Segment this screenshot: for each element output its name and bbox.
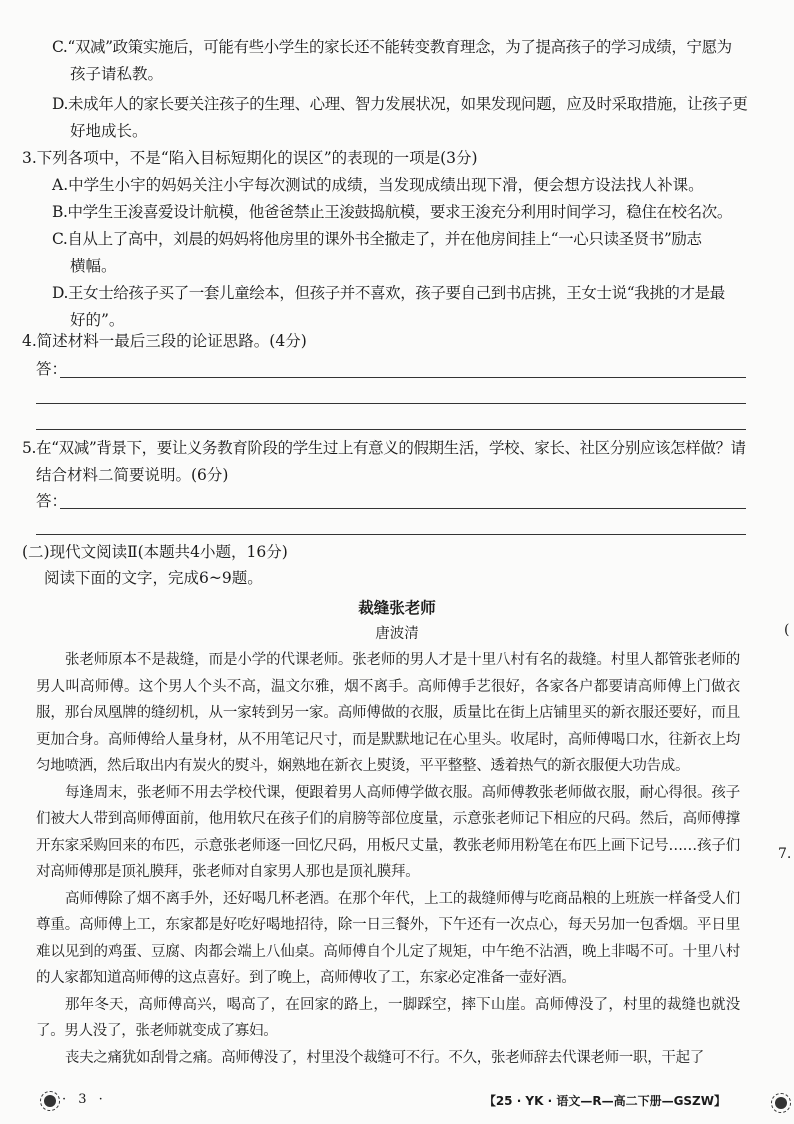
article-body [36, 647, 740, 1071]
article-title: 裁缝张老师 [358, 599, 436, 617]
q4-answer-line-3[interactable] [36, 429, 746, 430]
q3-option-c-line2: 横幅。 [70, 257, 117, 275]
q5-stem-line2: 结合材料二简要说明。(6分) [36, 466, 229, 484]
q4-answer-label: 答： [36, 360, 68, 378]
q2-option-d-line2: 好地成长。 [70, 122, 148, 140]
q2-option-c-line2: 孩子请私教。 [70, 65, 164, 83]
article-author: 唐波清 [375, 626, 419, 642]
q3-option-d-line2: 好的”。 [70, 311, 125, 329]
q2-option-d-line1: D.未成年人的家长要关注孩子的生理、心理、智力发展状况，如果发现问题，应及时采取措施，让孩子更 [52, 95, 748, 113]
article-paragraph: 每逢周末，张老师不用去学校代课，便跟着男人高师傅学做衣服。高师傅教张老师做衣服，耐心得很。孩子们被大人带到高师傅面前，他用软尺在孩子们的肩膀等部位度量，示意张老师记下相应的尺码。然后，高师傅撑开东家采购回来的布匹，示意张老师逐一回忆尺码，用板尺丈量，教张老师用粉笔在布匹上画下记号……孩子们对高师傅那是顶礼膜拜，张老师对自家男人那也是顶礼膜拜。 [36, 784, 740, 880]
q4-stem: 4.简述材料一最后三段的论证思路。(4分) [22, 332, 307, 350]
article-paragraph: 丧夫之痛犹如刮骨之痛。高师傅没了，村里没个裁缝可不行。不久，张老师辞去代课老师一职，干起了 [65, 1049, 704, 1066]
section-heading: (二)现代文阅读Ⅱ(本题共4小题，16分) [22, 543, 288, 561]
q2-option-c-line1: C.“双减”政策实施后，可能有些小学生的家长还不能转变教育理念，为了提高孩子的学习成绩，宁愿为 [52, 38, 732, 56]
section-instruction: 阅读下面的文字，完成6~9题。 [44, 569, 263, 587]
q3-option-b: B.中学生王浚喜爱设计航模，他爸爸禁止王浚鼓捣航模，要求王浚充分利用时间学习，稳住在校名次。 [52, 203, 732, 221]
q3-option-c-line1: C.自从上了高中，刘晨的妈妈将他房里的课外书全撤走了，并在他房间挂上“一心只读圣贤书”励志 [52, 230, 702, 248]
article-paragraph: 那年冬天，高师傅高兴，喝高了，在回家的路上，一脚踩空，摔下山崖。高师傅没了，村里的裁缝也就没了。男人没了，张老师就变成了寡妇。 [36, 996, 740, 1039]
q5-answer-label: 答： [36, 492, 68, 510]
sun-ornament-icon [44, 1095, 56, 1107]
q3-option-a: A.中学生小宇的妈妈关注小宇每次测试的成绩，当发现成绩出现下滑，便会想方设法找人补课。 [52, 176, 704, 194]
q4-answer-line-2[interactable] [36, 403, 746, 404]
q4-answer-line-1[interactable] [60, 377, 746, 378]
sun-ornament-icon [775, 1097, 787, 1109]
q5-answer-line-2[interactable] [36, 534, 746, 535]
q5-stem-line1: 5.在“双减”背景下，要让义务教育阶段的学生过上有意义的假期生活，学校、家长、社区分别应该怎样做？请 [22, 439, 746, 457]
q5-answer-line-1[interactable] [60, 508, 746, 509]
margin-mark-top: ( [784, 622, 790, 638]
margin-mark-middle: 7. [778, 846, 792, 862]
q3-stem: 3.下列各项中，不是“陷入目标短期化的误区”的表现的一项是(3分) [22, 149, 478, 167]
page-number: · 3 · [62, 1092, 107, 1107]
article-paragraph: 张老师原本不是裁缝，而是小学的代课老师。张老师的男人才是十里八村有名的裁缝。村里人都管张老师的男人叫高师傅。这个男人个头不高，温文尔雅，烟不离手。高师傅手艺很好，各家各户都要请高师傅上门做衣服，那台凤凰牌的缝纫机，从一家转到另一家。高师傅做的衣服，质量比在街上店铺里买的新衣服还要好，而且更加合身。高师傅给人量身材，从不用笔记尺寸，而是默默地记在心里头。收尾时，高师傅喝口水，往新衣上均匀地喷洒，然后取出内有炭火的熨斗，娴熟地在新衣上熨烫，平平整整、透着热气的新衣服便大功告成。 [36, 652, 740, 774]
document-code: 【25 · YK · 语文—R—高二下册—GSZW】 [483, 1094, 726, 1108]
q3-option-d-line1: D.王女士给孩子买了一套儿童绘本，但孩子并不喜欢，孩子要自己到书店挑，王女士说“我挑的才是最 [52, 284, 725, 302]
article-paragraph: 高师傅除了烟不离手外，还好喝几杯老酒。在那个年代，上工的裁缝师傅与吃商品粮的上班族一样备受人们尊重。高师傅上工，东家都是好吃好喝地招待，除一日三餐外，下午还有一次点心，每天另加一包香烟。平日里难以见到的鸡蛋、豆腐、肉都会端上八仙桌。高师傅自个儿定了规矩，中午绝不沾酒，晚上非喝不可。十里八村的人家都知道高师傅的这点喜好。到了晚上，高师傅收了工，东家必定准备一壶好酒。 [36, 890, 740, 986]
